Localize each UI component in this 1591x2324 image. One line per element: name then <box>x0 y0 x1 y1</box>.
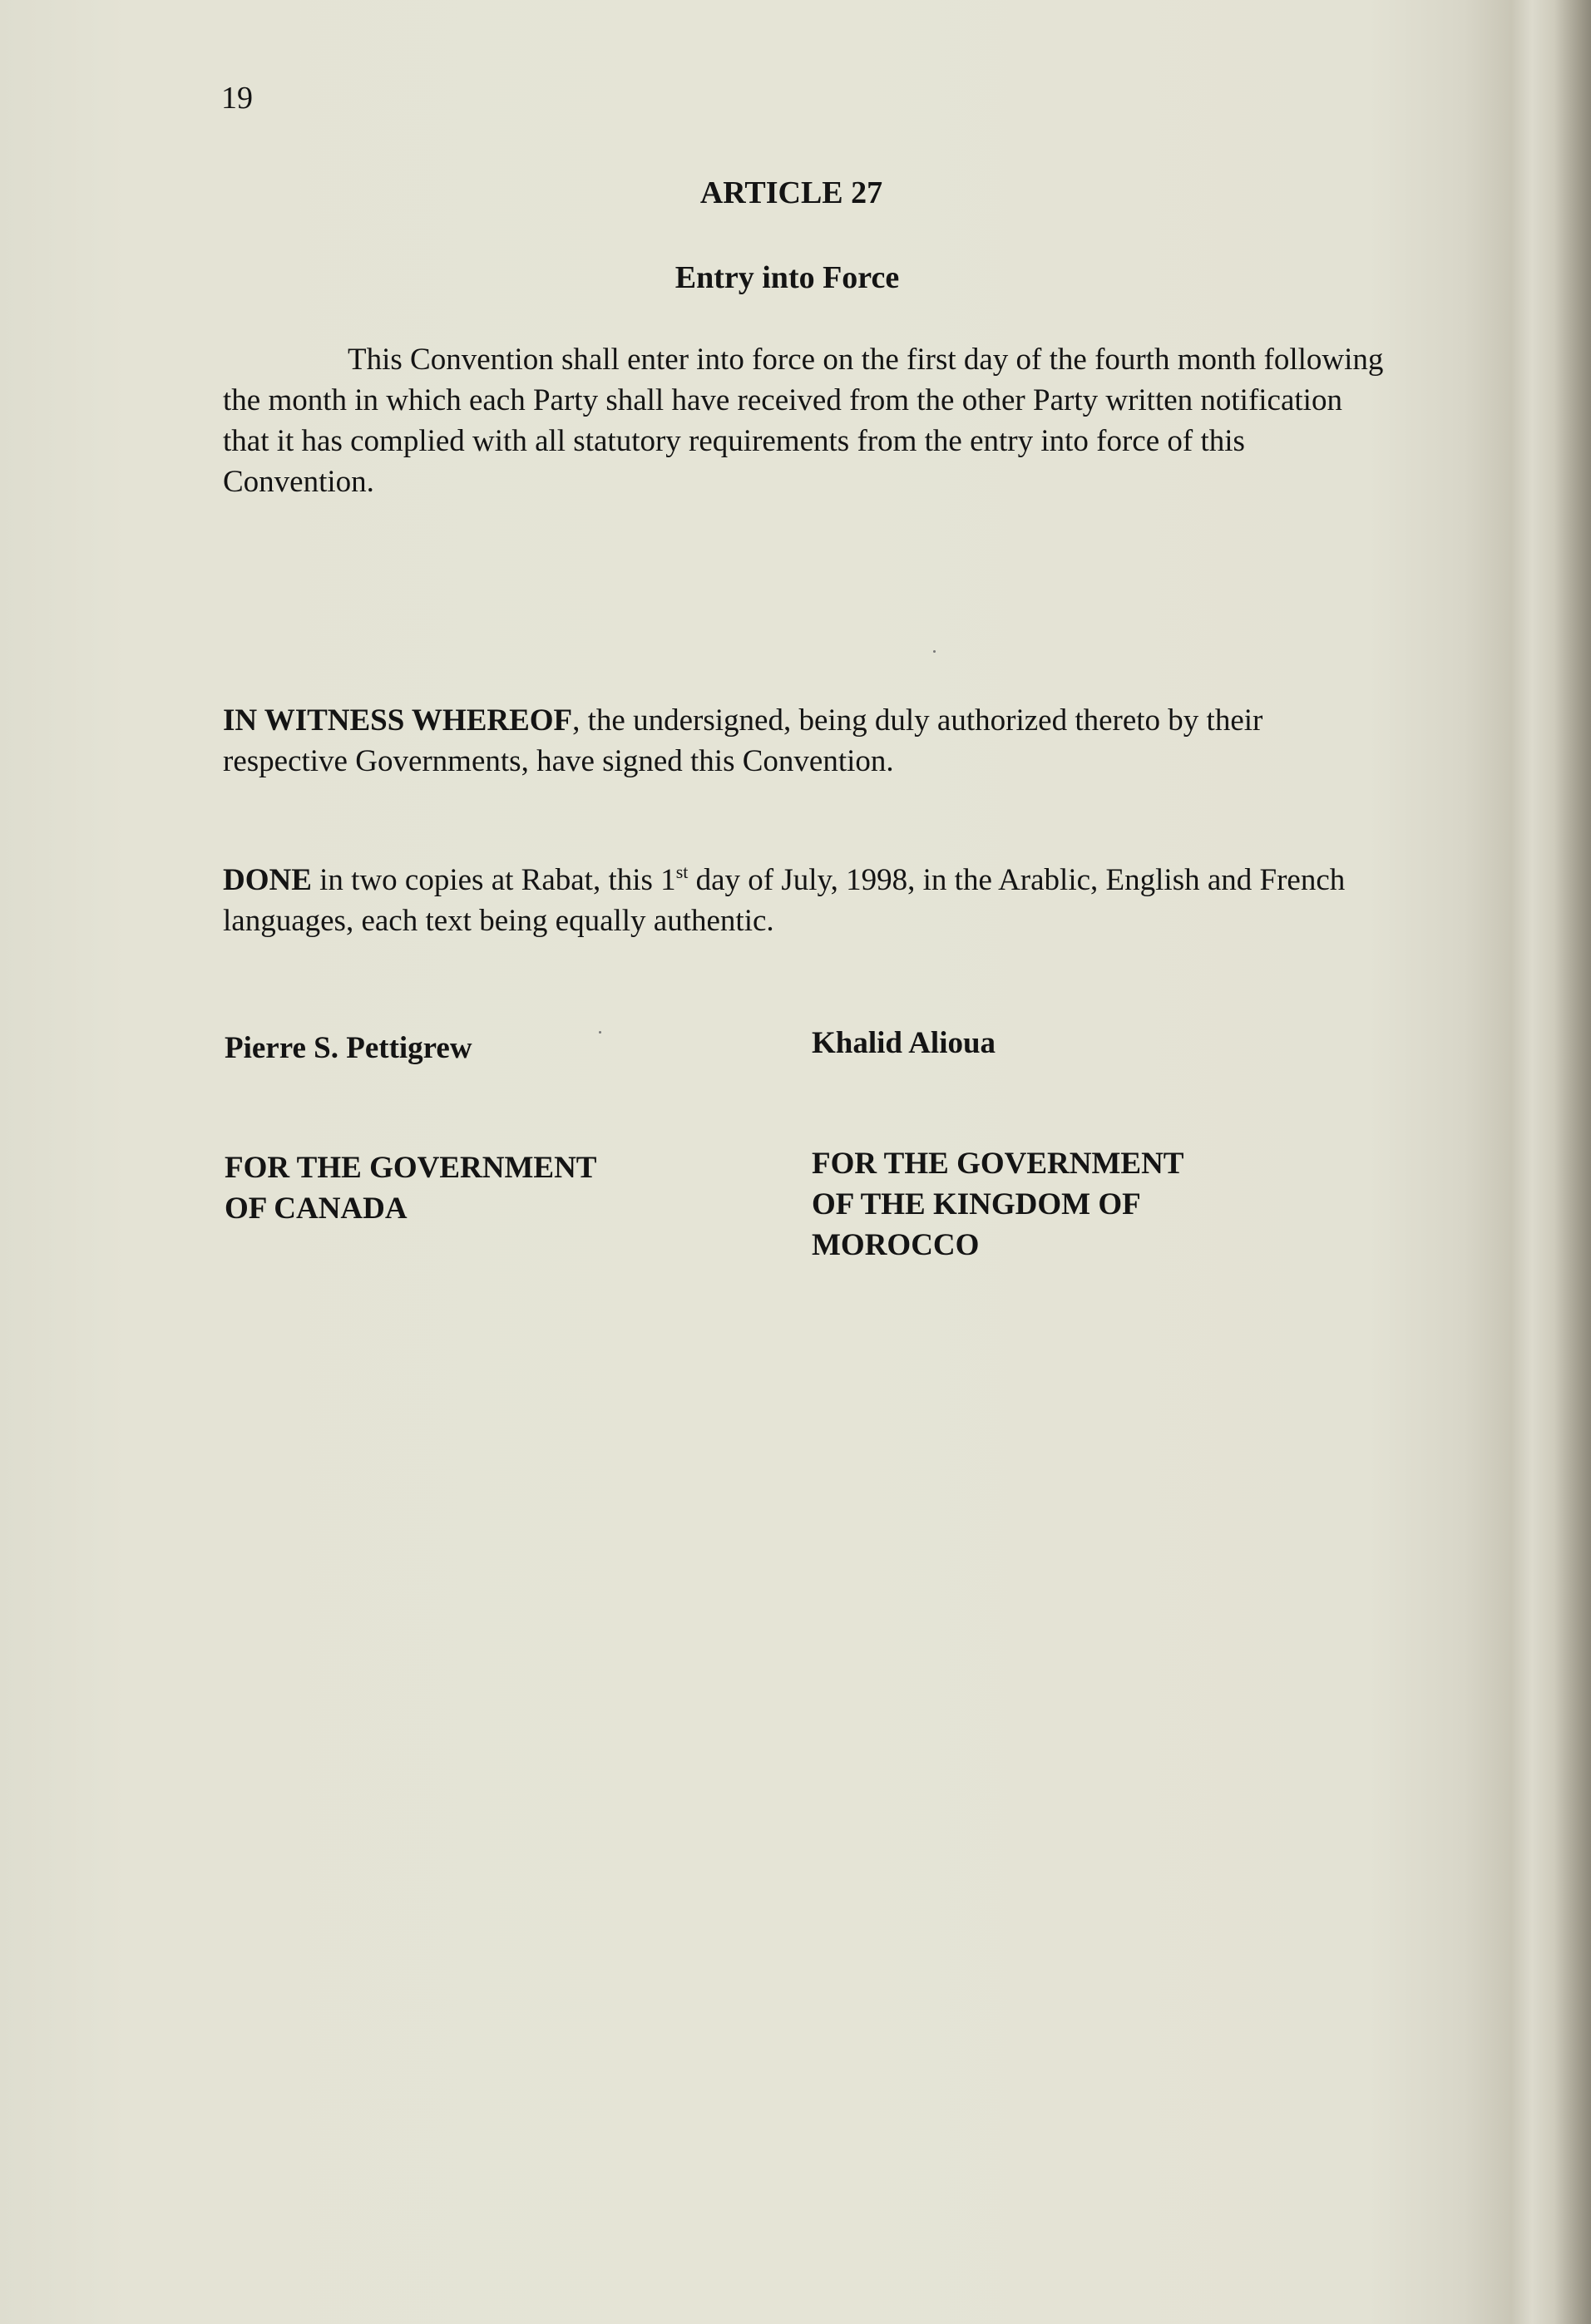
government-line: FOR THE GOVERNMENT <box>812 1147 1184 1181</box>
paper-speck <box>933 650 936 653</box>
paper-speck <box>599 1031 601 1034</box>
entry-into-force-paragraph <box>223 339 1387 502</box>
witness-paragraph <box>223 700 1387 782</box>
government-line: MOROCCO <box>812 1228 980 1262</box>
government-line: OF CANADA <box>225 1192 408 1226</box>
article-subtitle: Entry into Force <box>674 260 900 295</box>
signatory-canada-name: Pierre S. Pettigrew <box>225 1031 472 1065</box>
government-line: FOR THE GOVERNMENT <box>225 1151 597 1185</box>
page-edge-shadow <box>1554 0 1591 2324</box>
government-line: OF THE KINGDOM OF <box>812 1187 1141 1221</box>
witness-lead: IN WITNESS WHEREOF <box>223 703 573 738</box>
page-number: 19 <box>221 81 253 116</box>
entry-into-force-text: This Convention shall enter into force on the first day of the fourth month following the month in which each Party shall have received from the other Party written notification that it has complied with all statutory requirements from the entry into force of this Convention. <box>223 343 1384 499</box>
done-paragraph <box>223 860 1387 941</box>
signatory-canada-government <box>225 1147 690 1229</box>
done-text-pre: in two copies at Rabat, this 1 <box>311 863 676 897</box>
done-lead: DONE <box>223 863 312 897</box>
witness-text: , the undersigned, being duly authorized thereto by their respective Governments, have signed this Convention. <box>223 703 1263 778</box>
signatory-morocco-name: Khalid Alioua <box>812 1026 996 1060</box>
article-title: ARTICLE 27 <box>699 175 883 210</box>
done-superscript: st <box>675 861 689 882</box>
signatory-morocco-government <box>812 1143 1311 1266</box>
done-text-post: day of July, 1998, in the Arablic, English and French languages, each text being equally authentic. <box>223 863 1346 938</box>
